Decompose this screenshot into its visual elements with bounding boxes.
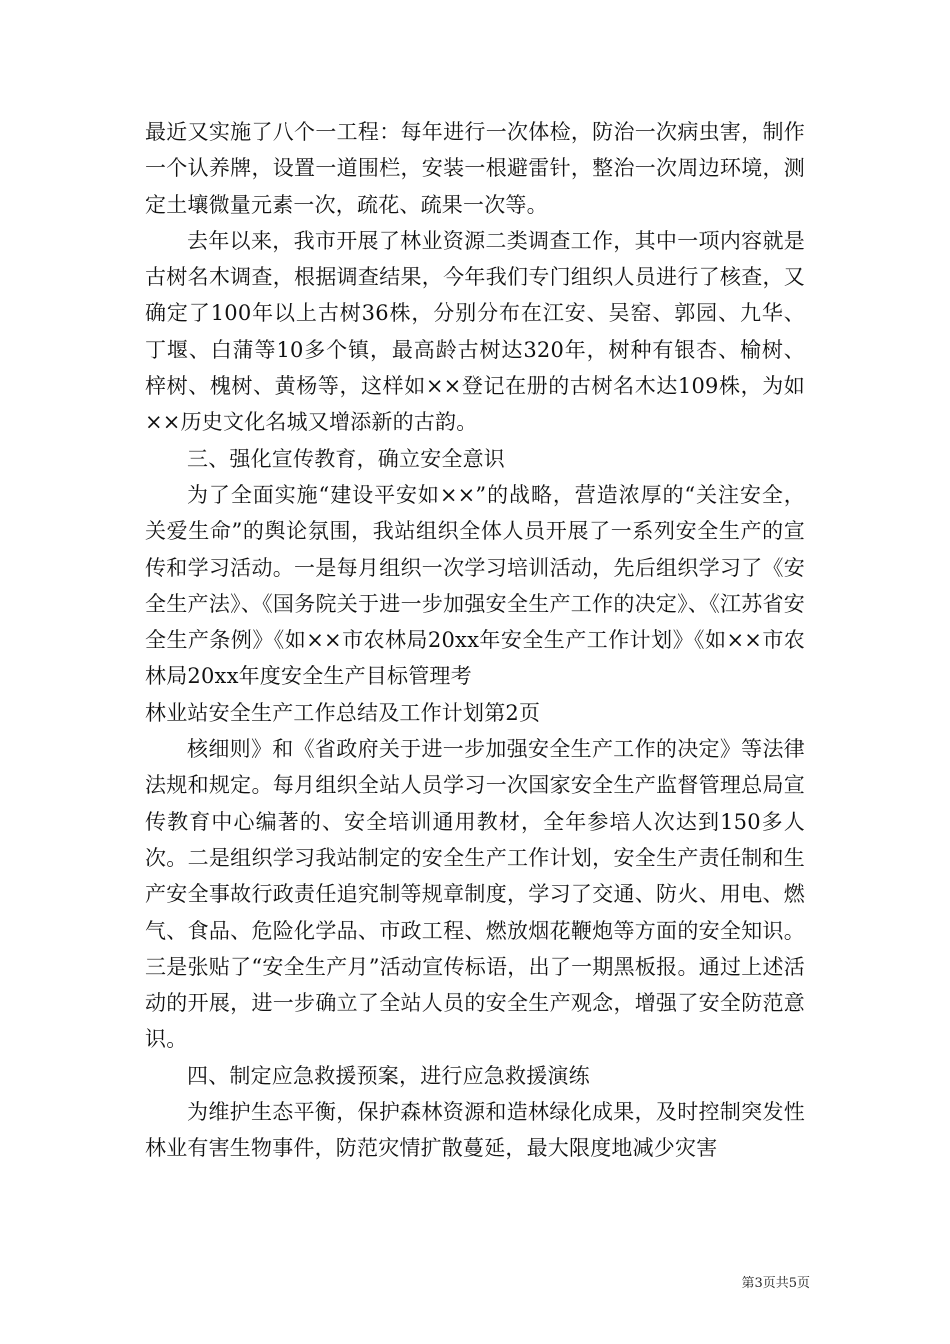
- paragraph-emergency-plan: 为维护生态平衡，保护森林资源和造林绿化成果，及时控制突发性林业有害生物事件，防范灾情扩散蔓延，最大限度地减少灾害: [145, 1100, 805, 1161]
- section-heading-3: 三、强化宣传教育，确立安全意识: [187, 446, 505, 471]
- paragraph-safety-education: 为了全面实施“建设平安如××”的战略，营造浓厚的“关注安全，关爱生命”的舆论氛围，我站组织全体人员开展了一系列安全生产的宣传和学习活动。一是每月组织一次学习培训活动，先后组织学习了《安全生产法》、《国务院关于进一步加强安全生产工作的决定》、《江苏省安全生产条例》《如××市农林局20xx年安全生产工作计划》《如××市农林局20xx年度安全生产目标管理考: [145, 482, 805, 689]
- section-heading-4: 四、制定应急救援预案，进行应急救援演练: [187, 1063, 590, 1088]
- paragraph-safety-training: 核细则》和《省政府关于进一步加强安全生产工作的决定》等法律法规和规定。每月组织全站人员学习一次国家安全生产监督管理总局宣传教育中心编著的、安全培训通用教材，全年参培人次达到150多人次。二是组织学习我站制定的安全生产工作计划，安全生产责任制和生产安全事故行政责任追究制等规章制度，学习了交通、防火、用电、燃气、食品、危险化学品、市政工程、燃放烟花鞭炮等方面的安全知识。三是张贴了“安全生产月”活动宣传标语，出了一期黑板报。通过上述活动的开展，进一步确立了全站人员的安全生产观念，增强了安全防范意识。: [145, 737, 805, 1052]
- running-title: 林业站安全生产工作总结及工作计划第2页: [145, 700, 541, 725]
- document-body: [145, 114, 805, 1167]
- paragraph-continued: 最近又实施了八个一工程：每年进行一次体检，防治一次病虫害，制作一个认养牌，设置一道围栏，安装一根避雷针，整治一次周边环境，测定土壤微量元素一次，疏花、疏果一次等。: [145, 120, 805, 217]
- paragraph-ancient-trees-survey: 去年以来，我市开展了林业资源二类调查工作，其中一项内容就是古树名木调查，根据调查结果，今年我们专门组织人员进行了核查，又确定了100年以上古树36株，分别分布在江安、吴窑、郭园、九华、丁堰、白蒲等10多个镇，最高龄古树达320年，树种有银杏、榆树、梓树、槐树、黄杨等，这样如××登记在册的古树名木达109株，为如××历史文化名城又增添新的古韵。: [145, 228, 805, 435]
- page-number: 第3页共5页: [741, 1276, 810, 1291]
